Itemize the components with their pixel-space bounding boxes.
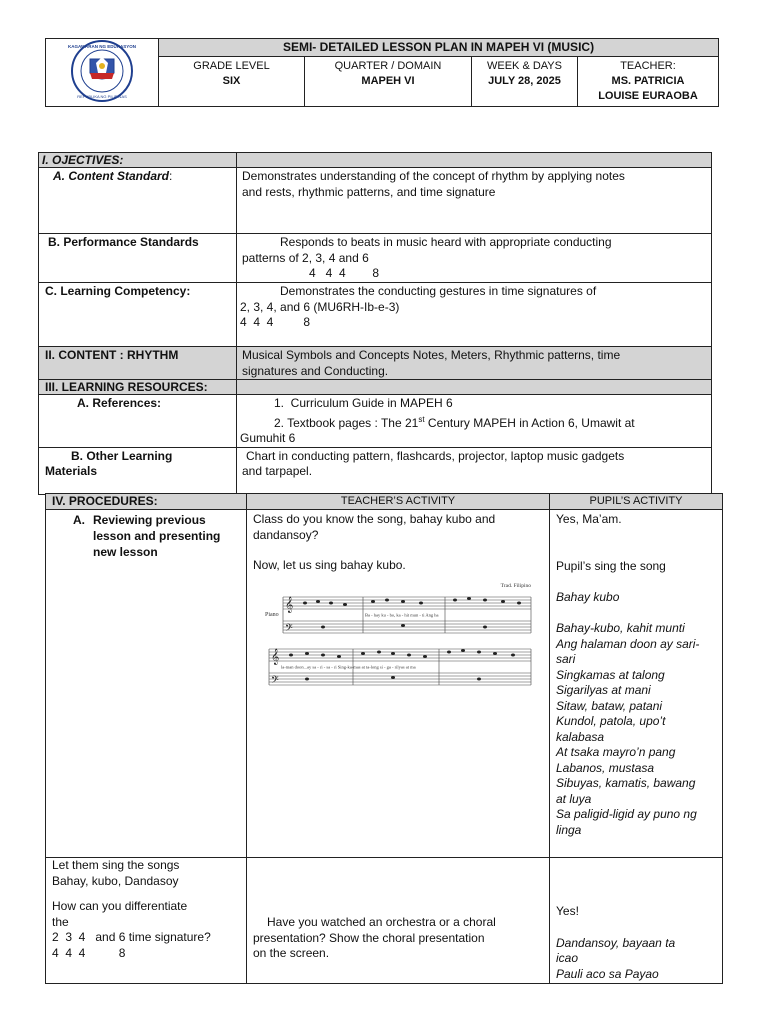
teacher-question-line: Have you watched an orchestra or a choral (267, 915, 496, 929)
teacher-question-line: on the screen. (253, 946, 330, 960)
lyric-line (556, 606, 722, 622)
lyric-line: Sitaw, bataw, patani (556, 698, 663, 713)
content-standard-colon: : (169, 169, 173, 183)
step-a-title-line: Reviewing previous (93, 513, 206, 527)
step-a-letter: A. (73, 513, 85, 527)
deped-seal-cell (46, 39, 159, 107)
svg-text:Trad. Filipino: Trad. Filipino (500, 582, 531, 589)
step-question-line: the (52, 914, 69, 929)
step-question-denominators: 4 4 4 8 (52, 945, 126, 960)
lyric-line: sari (556, 652, 576, 666)
grade-level-label: GRADE LEVEL (193, 60, 270, 73)
deped-seal-logo (46, 39, 158, 103)
reference-superscript: st (418, 414, 425, 424)
header-table (45, 38, 719, 107)
other-materials-text (237, 447, 712, 494)
teacher-question-line: dandansoy? (253, 527, 319, 542)
content-rhythm-text (237, 347, 712, 380)
objectives-heading: I. OJECTIVES: (39, 153, 237, 168)
teacher-name-line2: LOUISE EURAOBA (598, 90, 698, 103)
content-rhythm-label: II. CONTENT : RHYTHM (39, 347, 237, 380)
svg-text:𝄞: 𝄞 (271, 648, 280, 665)
performance-time-signature-denominators: 4 4 4 8 (309, 266, 380, 280)
lyric-line: kalabasa (556, 729, 605, 744)
performance-line: patterns of 2, 3, 4 and 6 (242, 250, 369, 265)
step-a-continued-cell (46, 858, 247, 984)
quarter-domain-cell (305, 57, 472, 107)
svg-text:KAGAWARAN NG EDUKASYON: KAGAWARAN NG EDUKASYON (67, 44, 137, 49)
svg-text:Piano: Piano (265, 611, 279, 618)
lyric-line: at luya (556, 791, 592, 806)
lyric-line: Sigarilyas at mani (556, 683, 651, 697)
bahay-kubo-lyrics (556, 590, 722, 838)
content-standard-line: Demonstrates understanding of the concept of rhythm by applying notes (242, 169, 625, 183)
step-instruction-line: Bahay, kubo, Dandasoy (52, 873, 179, 888)
reference-text: 2. Textbook pages : The 21 (274, 415, 419, 430)
pupil-activity-a (550, 510, 723, 858)
other-materials-label-line: B. Other Learning (71, 448, 173, 463)
svg-text:REPUBLIKA NG PILIPINAS: REPUBLIKA NG PILIPINAS (77, 94, 127, 99)
pupil-activity-header: PUPIL’S ACTIVITY (550, 494, 723, 510)
dandansoy-lyric-line: icao (556, 951, 579, 965)
step-question-line: How can you differentiate (52, 899, 188, 913)
lyric-line: linga (556, 822, 582, 837)
lyric-line: Sibuyas, kamatis, bawang (556, 776, 696, 790)
step-a-label (73, 512, 246, 560)
learning-competency-text (237, 283, 712, 347)
grade-level-value: SIX (222, 75, 241, 88)
procedures-table (45, 493, 723, 984)
competency-line: Demonstrates the conducting gestures in time signatures of (280, 284, 597, 298)
svg-text:𝄢: 𝄢 (271, 673, 279, 688)
references-list (237, 395, 712, 448)
step-a-title-line: new lesson (93, 545, 158, 559)
content-line: Musical Symbols and Concepts Notes, Meters, Rhythmic patterns, time (242, 348, 621, 362)
teacher-instruction: Now, let us sing bahay kubo. (253, 558, 406, 572)
svg-text:Ba - hay ku - bo, ka - hit: Ba - hay ku - bo, ka - hit mun - ti Ang ha (365, 612, 439, 617)
teacher-question-line: Class do you know the song, bahay kubo and (253, 512, 496, 526)
week-days-label: WEEK & DAYS (487, 60, 562, 73)
dandansoy-lyric-line: Dandansoy, bayaan ta (556, 935, 676, 950)
objectives-table (38, 152, 712, 495)
other-materials-label (39, 447, 237, 494)
reference-item: 1. Curriculum Guide in MAPEH 6 (274, 396, 453, 410)
quarter-domain-value: MAPEH VI (361, 75, 415, 88)
lyric-line: Ang halaman doon ay sari- (556, 636, 700, 651)
grade-level-cell (159, 57, 305, 107)
lyric-line: Kundol, patola, upo’t (556, 714, 666, 728)
pupil-response: Yes! (556, 904, 579, 918)
week-days-value: JULY 28, 2025 (488, 75, 561, 88)
pupil-response: Pupil’s sing the song (556, 558, 666, 573)
teacher-name-line1: MS. PATRICIA (611, 75, 685, 88)
content-line: signatures and Conducting. (242, 363, 389, 378)
learning-resources-heading: III. LEARNING RESOURCES: (39, 380, 237, 395)
objectives-heading-filler (237, 153, 712, 168)
svg-text:𝄞: 𝄞 (285, 596, 294, 613)
reference-item-continued: Gumuhit 6 (240, 431, 296, 445)
other-materials-line: and tarpapel. (242, 464, 313, 478)
lyric-line: Bahay kubo (556, 590, 620, 604)
performance-standards-text (237, 234, 712, 283)
content-standard-label: A. Content Standard (53, 169, 169, 183)
pupil-response: Yes, Ma’am. (556, 512, 622, 526)
step-a-title-line: lesson and presenting (93, 529, 221, 543)
lesson-plan-title: SEMI- DETAILED LESSON PLAN IN MAPEH VI (MUSIC) (159, 39, 719, 57)
teacher-label: TEACHER: (620, 60, 676, 73)
svg-text:la-man doon...ay sa - ri - s: la-man doon...ay sa - ri - sa - ri Sing-ka-mas at ta-long si - ga - rilyas at ma (281, 664, 416, 669)
references-label: A. References: (39, 395, 237, 448)
other-materials-line: Chart in conducting pattern, flashcards, projector, laptop music gadgets (246, 448, 625, 463)
procedures-heading: IV. PROCEDURES: (46, 494, 247, 510)
quarter-domain-label: QUARTER / DOMAIN (334, 60, 442, 73)
performance-standards-label: B. Performance Standards (39, 234, 237, 283)
competency-line: 2, 3, 4, and 6 (MU6RH-Ib-e-3) (240, 299, 400, 314)
performance-line: Responds to beats in music heard with appropriate conducting (280, 235, 612, 249)
learning-competency-label: C. Learning Competency: (39, 283, 237, 347)
step-a-title (93, 512, 220, 560)
teacher-activity-header: TEACHER’S ACTIVITY (247, 494, 550, 510)
dandansoy-lyric-line: Pauli aco sa Payao (556, 966, 659, 981)
content-standard-label-cell (39, 168, 237, 234)
lyric-line: At tsaka mayro’n pang (556, 745, 676, 759)
svg-text:𝄢: 𝄢 (285, 621, 293, 636)
lyric-line: Bahay-kubo, kahit munti (556, 621, 685, 635)
bahay-kubo-sheet-music (263, 579, 533, 697)
step-a-cell (46, 510, 247, 858)
step-instruction-line: Let them sing the songs (52, 858, 180, 872)
content-standard-line: and rests, rhythmic patterns, and time signature (242, 184, 496, 199)
other-materials-label-line: Materials (45, 463, 98, 478)
teacher-activity-b (247, 858, 550, 984)
step-question-line: 2 3 4 and 6 time signature? (52, 930, 211, 944)
lyric-line: Singkamas at talong (556, 667, 665, 682)
pupil-activity-b (550, 858, 723, 984)
lyric-line: Sa paligid-ligid ay puno ng (556, 807, 697, 821)
reference-text: Century MAPEH in Action 6, Umawit at (424, 415, 635, 430)
lyric-line: Labanos, mustasa (556, 760, 655, 775)
competency-time-signature-denominators: 4 4 4 8 (240, 315, 311, 329)
teacher-cell (578, 57, 719, 107)
learning-resources-filler (237, 380, 712, 395)
week-days-cell (472, 57, 578, 107)
content-standard-text (237, 168, 712, 234)
teacher-question-line: presentation? Show the choral presentation (253, 930, 485, 945)
reference-item (240, 412, 711, 432)
teacher-activity-a (247, 510, 550, 858)
